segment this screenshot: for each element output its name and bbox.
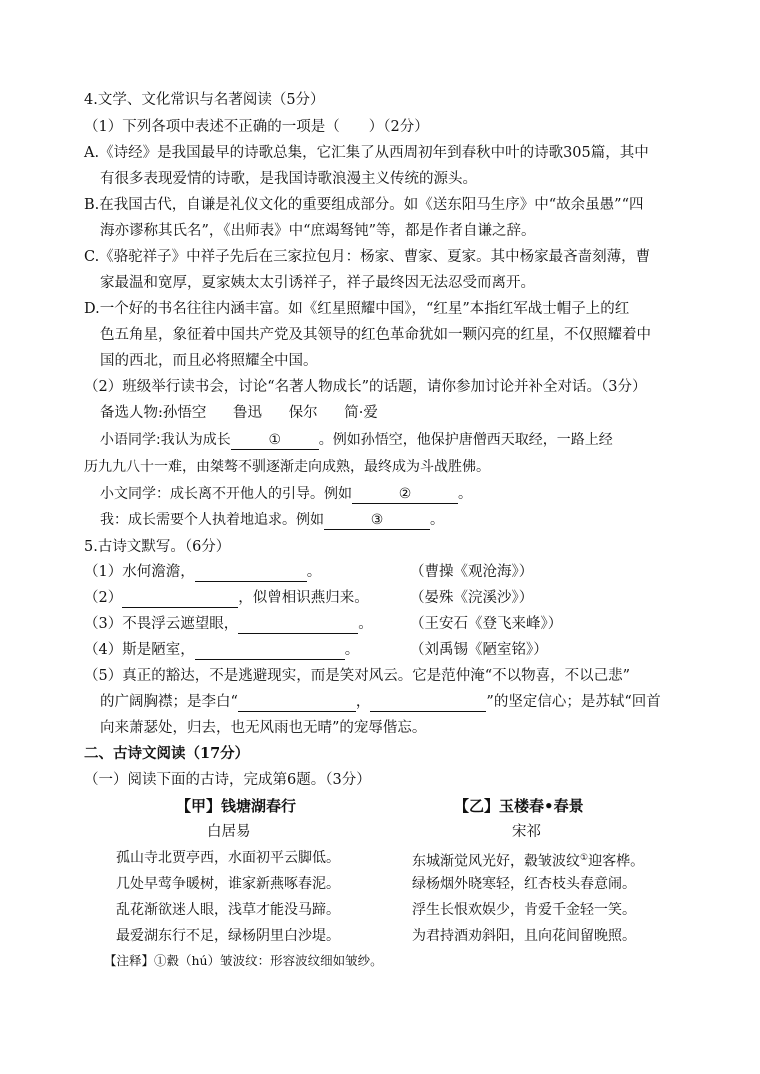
poem-jia-line-4: 最爱湖东行不足，绿杨阴里白沙堤。 [116, 928, 340, 944]
poem-yi-title: 【乙】玉楼春•春景 [454, 797, 584, 815]
poem-yi-line-1-b: 迎客桦。 [588, 853, 645, 870]
poem-jia-title: 【甲】钱塘湖春行 [176, 797, 297, 815]
q5-title: 5.古诗文默写。（6分） [84, 539, 231, 555]
poem-yi-line-4: 为君持酒劝斜阳，且向花间留晚照。 [412, 928, 636, 944]
q5-blank-5[interactable] [238, 694, 356, 712]
xiaowen-dialog [100, 484, 472, 504]
me-dialog [100, 510, 444, 530]
poem-yi-line-3: 浮生长恨欢娱少，肯爱千金轻一笑。 [412, 902, 636, 918]
q5-5-line2 [100, 692, 661, 712]
poem-yi-line-2: 绿杨烟外晓寒轻，红杏枝头春意闹。 [412, 876, 636, 892]
blank-3[interactable]: ③ [324, 512, 430, 530]
blank-1[interactable]: ① [231, 432, 319, 450]
q5-blank-2[interactable] [122, 590, 238, 608]
q4-1-option-b-line1: B.在我国古代，自谦是礼仪文化的重要组成部分。如《送东阳马生序》中“故余虽愚”“四 [84, 197, 644, 213]
blank-2[interactable]: ② [352, 486, 458, 504]
xiaoyu-dialog [100, 430, 613, 450]
q5-3-text-a: （3）不畏浮云遮望眼， [84, 616, 239, 632]
q5-5-line3: 向来萧瑟处，归去，也无风雨也无晴”的宠辱偕忘。 [100, 720, 427, 736]
option-jianai: 简·爱 [344, 405, 378, 421]
poem-jia-line-2: 几处早莺争暖树，谁家新燕啄春泥。 [116, 876, 340, 892]
q4-title: 4.文学、文化常识与名著阅读（5分） [84, 92, 325, 108]
xiaowen-text-a: 小文同学：成长离不开他人的引导。例如 [100, 486, 352, 502]
q4-1-option-c-line1: C.《骆驼祥子》中祥子先后在三家拉包月：杨家、曹家、夏家。其中杨家最吝啬刻薄，曹 [84, 249, 651, 265]
q5-4-text-a: （4）斯是陋室， [84, 642, 195, 658]
poem-yi-author: 宋祁 [512, 824, 541, 840]
q5-5-text-a: 的广阔胸襟；是李白“ [100, 694, 238, 710]
q5-item-1 [84, 562, 321, 582]
me-text-b: 。 [430, 512, 444, 528]
q5-4-text-b: 。 [344, 642, 360, 658]
q5-2-text-a: （2） [84, 590, 123, 606]
q4-1-option-d-line2: 色五角星，象征着中国共产党及其领导的红色革命犹如一颗闪亮的红星，不仅照耀着中 [100, 327, 651, 343]
poem-yi-line-1 [412, 848, 644, 872]
q5-3-text-b: 。 [358, 616, 373, 632]
xiaoyu-dialog-cont: 历九九八十一难，由桀骜不驯逐渐走向成熟，最终成为斗战胜佛。 [84, 459, 490, 475]
q4-2-stem: （2）班级举行读书会，讨论“名著人物成长”的话题，请你参加讨论并补全对话。（3分） [84, 379, 647, 395]
xiaowen-text-b: 。 [458, 486, 472, 502]
q5-5-text-c: ”的坚定信心；是苏轼“回首 [486, 694, 661, 710]
q4-1-option-d-line3: 国的西北，而且必将照耀全中国。 [100, 353, 318, 369]
q5-blank-1[interactable] [195, 564, 307, 582]
poem-jia-line-1: 孤山寺北贾亭西，水面初平云脚低。 [116, 850, 340, 866]
q4-1-stem: （1）下列各项中表述不正确的一项是（ ）（2分） [84, 119, 429, 135]
xiaoyu-text-a: 小语同学:我认为成长 [100, 432, 231, 448]
q5-item-4 [84, 640, 359, 660]
options-label: 备选人物:孙悟空 [100, 405, 207, 421]
q4-1-option-c-line2: 家最温和宽厚，夏家姨太太引诱祥子，祥子最终因无法忍受而离开。 [100, 275, 535, 291]
section-2-title: 二、古诗文阅读（17分） [84, 745, 250, 762]
section-2-sub1: （一）阅读下面的古诗，完成第6题。（3分） [84, 772, 371, 788]
q4-1-option-a-line1: A.《诗经》是我国最早的诗歌总集，它汇集了从西周初年到春秋中叶的诗歌305篇，其中 [84, 145, 649, 161]
q5-blank-4[interactable] [195, 642, 345, 660]
footnote-marker: ① [580, 853, 589, 863]
q4-2-options [100, 403, 378, 423]
q5-cite-2: （晏殊《浣溪沙》） [410, 590, 534, 606]
option-baoer: 保尔 [288, 405, 318, 421]
q5-item-2 [84, 588, 369, 608]
q5-cite-3: （王安石《登飞来峰》） [410, 616, 563, 632]
option-luxun: 鲁迅 [233, 405, 262, 421]
q4-1-option-d-line1: D.一个好的书名往往内涵丰富。如《红星照耀中国》，“红星”本指红军战士帽子上的红 [84, 301, 630, 317]
q5-cite-1: （曹操《观沧海》） [410, 564, 534, 580]
q5-2-text-b: ，似曾相识燕归来。 [238, 590, 369, 606]
footnote: 【注释】①縠（hú）皱波纹：形容波纹细如皱纱。 [104, 953, 383, 968]
poem-jia-line-3: 乱花渐欲迷人眼，浅草才能没马蹄。 [116, 902, 340, 918]
q5-5-text-b: ， [355, 694, 371, 710]
poem-jia-author: 白居易 [207, 824, 251, 840]
q5-blank-6[interactable] [370, 694, 486, 712]
q5-5-line1: （5）真正的豁达，不是逃避现实，而是笑对风云。它是范仲淹“不以物喜，不以己悲” [84, 668, 631, 684]
poem-yi-line-1-a: 东城渐觉风光好，縠皱波纹 [412, 853, 580, 870]
q5-blank-3[interactable] [238, 616, 358, 634]
xiaoyu-text-b: 。例如孙悟空，他保护唐僧西天取经，一路上经 [318, 432, 613, 448]
q5-cite-4: （刘禹锡《陋室铭》） [410, 642, 548, 658]
q4-1-option-a-line2: 有很多表现爱情的诗歌，是我国诗歌浪漫主义传统的源头。 [100, 171, 477, 187]
q5-1-text-a: （1）水何澹澹， [84, 564, 195, 580]
q4-1-option-b-line2: 海亦谬称其氏名”，《出师表》中“庶竭驽钝”等，都是作者自谦之辞。 [100, 223, 536, 239]
me-text-a: 我：成长需要个人执着地追求。例如 [100, 512, 324, 528]
q5-item-3 [84, 614, 373, 634]
q5-1-text-b: 。 [306, 564, 322, 580]
